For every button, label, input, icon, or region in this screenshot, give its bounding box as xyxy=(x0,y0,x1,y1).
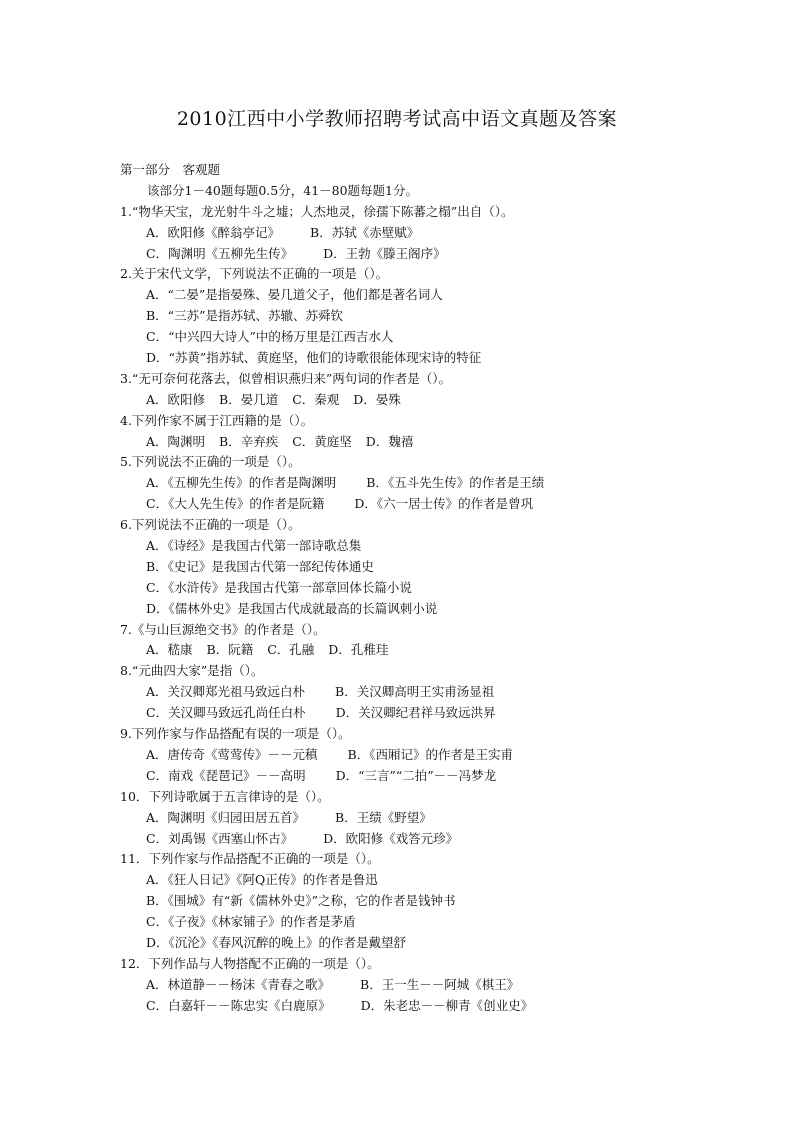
question-stem: 11．下列作家与作品搭配不正确的一项是（）。 xyxy=(120,851,380,867)
answer-option: A．关汉卿郑光祖马致远白朴 xyxy=(146,684,306,700)
option-row xyxy=(120,640,720,661)
option-row xyxy=(120,390,720,411)
answer-option: C．“中兴四大诗人”中的杨万里是江西吉水人 xyxy=(146,329,394,345)
question-stem: 8.“元曲四大家”是指（）。 xyxy=(120,663,264,679)
answer-option: C．南戏《琵琶记》－－高明 xyxy=(146,767,306,783)
answer-option: D．关汉卿纪君祥马致远洪昇 xyxy=(335,705,496,721)
question-stem: 2.关于宋代文学，下列说法不正确的一项是（）。 xyxy=(120,266,389,282)
answer-option: B．关汉卿高明王实甫汤显祖 xyxy=(335,684,495,700)
document-body xyxy=(120,160,720,1017)
option-row xyxy=(120,599,720,620)
answer-option: C．秦观 xyxy=(292,391,340,407)
option-row xyxy=(120,536,720,557)
option-row xyxy=(120,327,720,348)
answer-option: D．魏禧 xyxy=(365,433,414,449)
answer-option: D．晏殊 xyxy=(353,391,401,407)
answer-option: A．唐传奇《莺莺传》－－元稹 xyxy=(146,746,318,762)
answer-option: A．“二晏”是指晏殊、晏几道父子，他们都是著名词人 xyxy=(146,287,443,303)
answer-option: C．陶渊明《五柳先生传》 xyxy=(146,245,294,261)
question-stem: 1.“物华天宝，龙光射牛斗之墟；人杰地灵，徐孺下陈蕃之榻”出自（）。 xyxy=(120,203,514,219)
answer-option: B．《史记》是我国古代第一部纪传体通史 xyxy=(146,558,374,574)
answer-option: D．欧阳修《戏答元珍》 xyxy=(323,830,459,846)
option-row xyxy=(120,912,720,933)
option-row xyxy=(120,223,720,244)
section-heading: 第一部分 客观题 xyxy=(120,162,221,177)
question-stem: 10．下列诗歌属于五言律诗的是（）。 xyxy=(120,788,330,804)
option-row xyxy=(120,285,720,306)
option-row xyxy=(120,891,720,912)
answer-option: D．孔稚珪 xyxy=(328,642,389,658)
answer-option: A．《五柳先生传》的作者是陶渊明 xyxy=(146,475,337,491)
option-row xyxy=(120,766,720,787)
option-row xyxy=(120,682,720,703)
answer-option: C．关汉卿马致远孔尚任白朴 xyxy=(146,705,306,721)
option-row xyxy=(120,578,720,599)
option-row xyxy=(120,244,720,265)
question-list xyxy=(120,202,720,1017)
answer-option: A．嵇康 xyxy=(146,642,193,658)
answer-option: D．“三言”“二拍”－－冯梦龙 xyxy=(335,767,497,783)
option-row xyxy=(120,933,720,954)
answer-option: C．《子夜》《林家铺子》的作者是茅盾 xyxy=(146,914,356,930)
question-stem: 4.下列作家不属于江西籍的是（）。 xyxy=(120,412,314,428)
answer-option: B．《围城》有“新《儒林外史》”之称，它的作者是钱钟书 xyxy=(146,893,456,909)
answer-option: C．刘禹锡《西塞山怀古》 xyxy=(146,830,294,846)
answer-option: C．孔融 xyxy=(267,642,315,658)
question-stem: 7.《与山巨源绝交书》的作者是（）。 xyxy=(120,621,326,637)
answer-option: D．《沉沦》《春风沉醉的晚上》的作者是戴望舒 xyxy=(146,934,407,950)
answer-option: B．阮籍 xyxy=(206,642,254,658)
answer-option: A．欧阳修 xyxy=(146,391,206,407)
option-row xyxy=(120,306,720,327)
option-row xyxy=(120,494,720,515)
option-row xyxy=(120,348,720,369)
document-title: 2010江西中小学教师招聘考试高中语文真题及答案 xyxy=(176,108,618,130)
answer-option: D．“苏黄”指苏轼、黄庭坚，他们的诗歌很能体现宋诗的特征 xyxy=(146,350,482,366)
option-row xyxy=(120,975,720,996)
answer-option: A．欧阳修《醉翁亭记》 xyxy=(146,224,281,240)
question-stem: 12．下列作品与人物搭配不正确的一项是（）。 xyxy=(120,955,380,971)
answer-option: B．苏轼《赤壁赋》 xyxy=(310,224,420,240)
scoring-intro: 该部分1－40题每题0.5分，41－80题每题1分。 xyxy=(147,182,419,198)
option-row xyxy=(120,808,720,829)
answer-option: A．林道静－－杨沫《青春之歌》 xyxy=(146,976,331,992)
answer-option: B．晏几道 xyxy=(219,391,279,407)
answer-option: B．《五斗先生传》的作者是王绩 xyxy=(366,475,545,491)
answer-option: C．白嘉轩－－陈忠实《白鹿原》 xyxy=(146,997,331,1013)
answer-option: D．朱老忠－－柳青《创业史》 xyxy=(360,997,534,1013)
answer-option: D．《六一居士传》的作者是曾巩 xyxy=(354,496,534,512)
answer-option: A．陶渊明 xyxy=(146,433,206,449)
answer-option: D．王勃《滕王阁序》 xyxy=(323,245,446,261)
answer-option: B．王一生－－阿城《棋王》 xyxy=(360,976,520,992)
option-row xyxy=(120,703,720,724)
answer-option: D．《儒林外史》是我国古代成就最高的长篇讽刺小说 xyxy=(146,600,438,616)
answer-option: C．《大人先生传》的作者是阮籍 xyxy=(146,496,325,512)
option-row xyxy=(120,473,720,494)
option-row xyxy=(120,829,720,850)
question-stem: 9.下列作家与作品搭配有误的一项是（）。 xyxy=(120,726,351,742)
answer-option: B．辛弃疾 xyxy=(219,433,279,449)
answer-option: B．《西厢记》的作者是王实甫 xyxy=(347,746,513,762)
question-stem: 3.“无可奈何花落去，似曾相识燕归来”两句词的作者是（）。 xyxy=(120,370,451,386)
answer-option: B．王绩《野望》 xyxy=(335,809,432,825)
question-stem: 5.下列说法不正确的一项是（）。 xyxy=(120,454,301,470)
option-row xyxy=(120,996,720,1017)
question-stem: 6.下列说法不正确的一项是（）。 xyxy=(120,517,301,533)
option-row xyxy=(120,557,720,578)
option-row xyxy=(120,432,720,453)
answer-option: A．《狂人日记》《阿Q正传》的作者是鲁迅 xyxy=(146,872,378,888)
answer-option: C．《水浒传》是我国古代第一部章回体长篇小说 xyxy=(146,579,412,595)
option-row xyxy=(120,870,720,891)
answer-option: B．“三苏”是指苏轼、苏辙、苏舜钦 xyxy=(146,308,343,324)
answer-option: A．陶渊明《归园田居五首》 xyxy=(146,809,306,825)
answer-option: A．《诗经》是我国古代第一部诗歌总集 xyxy=(146,538,362,554)
option-row xyxy=(120,745,720,766)
answer-option: C．黄庭坚 xyxy=(292,433,352,449)
